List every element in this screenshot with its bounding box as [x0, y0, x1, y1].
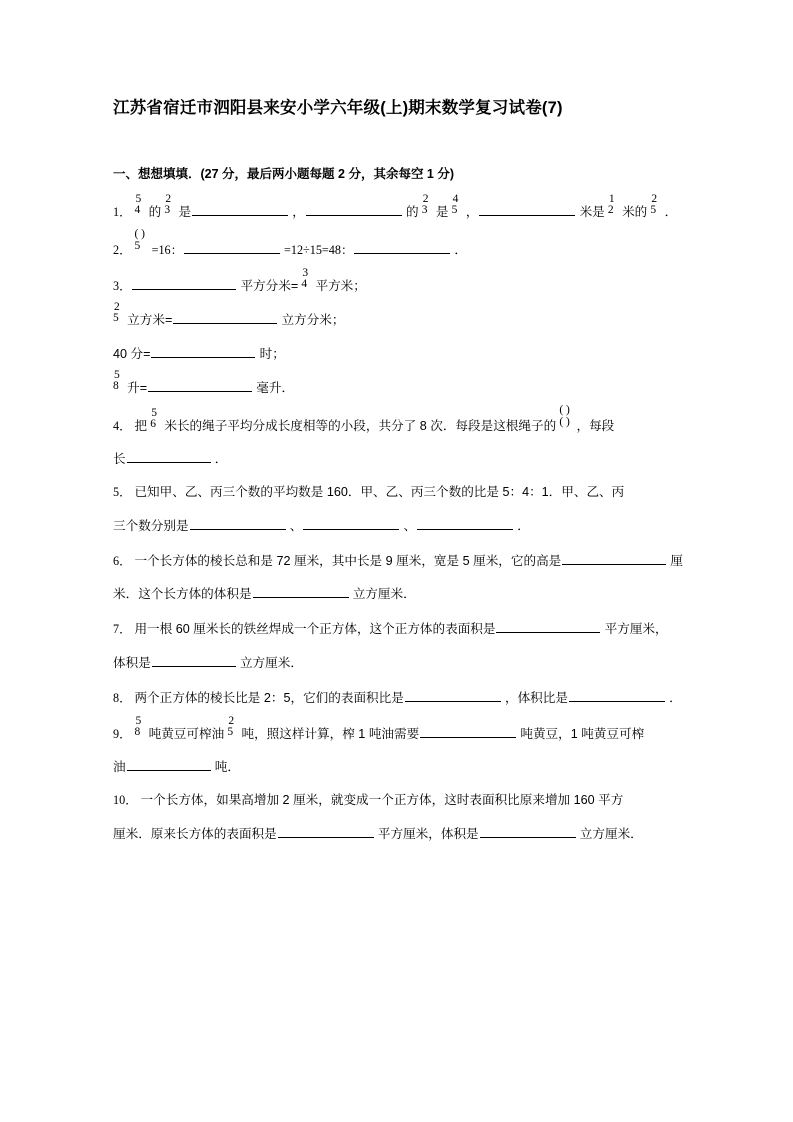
fraction-2-3: 2 3 — [421, 192, 429, 216]
answer-blank[interactable] — [479, 204, 575, 216]
answer-blank[interactable] — [148, 380, 252, 392]
answer-blank[interactable] — [354, 242, 450, 254]
text-run: ． — [664, 204, 678, 219]
text-run: =12÷15=48： — [284, 242, 354, 257]
text-run: 吨黄豆可榨油 — [148, 726, 225, 741]
text-run: ，体积比是 — [504, 690, 568, 705]
question-9 — [113, 714, 680, 775]
fraction-2-5: 2 5 — [227, 714, 235, 738]
question-number: 10． — [113, 793, 138, 808]
text-run: 吨． — [214, 760, 240, 775]
text-run: ， — [465, 204, 479, 219]
fraction-3-4: 3 4 — [301, 267, 309, 291]
question-5 — [113, 486, 680, 532]
text-run: 立方分米； — [281, 313, 345, 328]
question-8 — [113, 690, 680, 705]
text-run: 一个长方体的棱长总和是 72 厘米，其中长是 9 厘米，宽是 5 厘米，它的高是 — [134, 553, 562, 568]
question-number: 4． — [113, 419, 132, 433]
text-run: 三个数分别是 — [113, 518, 189, 533]
answer-blank[interactable] — [278, 826, 374, 838]
text-run: 毫升． — [256, 380, 295, 395]
answer-blank[interactable] — [184, 242, 280, 254]
answer-blank[interactable] — [306, 204, 402, 216]
answer-blank[interactable] — [303, 518, 399, 530]
question-4 — [113, 404, 680, 467]
answer-blank[interactable] — [569, 690, 665, 702]
text-run: 已知甲、乙、丙三个数的平均数是 160．甲、乙、丙三个数的比是 5：4：1．甲、乙、丙 — [134, 485, 625, 500]
text-run: 、 — [403, 518, 417, 533]
question-2-line-1 — [113, 227, 680, 257]
question-6-line-1 — [113, 553, 684, 568]
question-8-line-1 — [113, 690, 680, 705]
question-5-line-1 — [113, 486, 680, 499]
question-10-line-1 — [113, 794, 680, 807]
question-7-line-1 — [113, 621, 680, 636]
question-3-line-1 — [113, 267, 680, 294]
question-1-line-1 — [113, 192, 680, 219]
text-run: 是 — [178, 204, 192, 219]
question-7 — [113, 621, 680, 669]
text-run: 40 分= — [113, 346, 151, 361]
fraction-5-4: 5 4 — [134, 192, 142, 216]
text-run: 的 — [406, 204, 419, 219]
answer-blank[interactable] — [152, 655, 236, 667]
answer-blank[interactable] — [253, 586, 349, 598]
text-run: 平方厘米， — [604, 622, 668, 637]
text-run: 一个长方体，如果高增加 2 厘米，就变成一个正方体，这时表面积比原来增加 160 平方 — [140, 793, 624, 808]
page-title: 江苏省宿迁市泗阳县来安小学六年级(上)期末数学复习试卷(7) — [113, 99, 563, 117]
text-run: 米长的绳子平均分成长度相等的小段，共分了 8 次．每段是这根绳子的 — [164, 419, 557, 433]
fraction-blank-over-5: ( ) 5 — [134, 227, 145, 252]
question-2 — [113, 227, 680, 257]
text-run: ． — [454, 242, 467, 257]
text-run: 立方厘米． — [579, 826, 643, 841]
fraction-blank-over-blank: ( ) ( ) — [559, 404, 570, 428]
answer-blank[interactable] — [496, 621, 600, 633]
text-run: 把 — [134, 419, 148, 433]
question-1 — [113, 192, 680, 219]
question-number: 3． — [113, 279, 132, 294]
text-run: 平方厘米，体积是 — [377, 826, 479, 841]
answer-blank[interactable] — [151, 346, 255, 358]
question-9-line-2 — [113, 759, 680, 774]
text-run: 的 — [148, 204, 162, 219]
text-run: 立方厘米． — [352, 587, 416, 602]
text-run: 体积是 — [113, 655, 151, 670]
text-run: 吨黄豆，1 吨黄豆可榨 — [520, 726, 645, 741]
question-10 — [113, 794, 680, 840]
question-number: 5． — [113, 485, 132, 500]
text-run: 时； — [259, 346, 285, 361]
question-9-line-1 — [113, 714, 680, 741]
text-run: 是 — [435, 204, 449, 219]
question-4-line-2 — [113, 451, 680, 466]
question-6 — [113, 553, 684, 602]
question-3-line-3 — [113, 346, 680, 361]
question-6-line-2 — [113, 586, 680, 601]
text-run: 立方米= — [127, 313, 173, 328]
question-number: 9． — [113, 726, 132, 741]
fraction-5-8: 5 8 — [113, 368, 120, 392]
question-7-line-2 — [113, 655, 680, 670]
question-number: 6． — [113, 553, 132, 568]
text-run: ． — [214, 452, 228, 467]
text-run: 米的 — [622, 204, 648, 219]
fraction-5-8: 5 8 — [134, 714, 142, 738]
question-3-line-2 — [113, 301, 680, 328]
answer-blank[interactable] — [480, 826, 576, 838]
answer-blank[interactable] — [132, 278, 236, 290]
question-3 — [113, 267, 680, 395]
fraction-4-5: 4 5 — [451, 192, 459, 216]
answer-blank[interactable] — [420, 726, 516, 738]
text-run: 、 — [289, 518, 303, 533]
answer-blank[interactable] — [417, 518, 513, 530]
question-10-line-2 — [113, 826, 680, 841]
text-run: 油 — [113, 760, 126, 775]
text-run: 平方米； — [315, 279, 366, 294]
fraction-5-6: 5 6 — [150, 407, 157, 430]
fraction-2-5: 2 5 — [113, 301, 120, 325]
text-run: 厘米．原来长方体的表面积是 — [113, 826, 277, 841]
text-run: 立方厘米． — [239, 655, 303, 670]
question-number: 2． — [113, 242, 132, 257]
question-5-line-2 — [113, 518, 680, 533]
text-run: ． — [669, 690, 682, 705]
text-run: =16： — [151, 242, 183, 257]
answer-blank[interactable] — [192, 204, 288, 216]
fraction-2-5: 2 5 — [650, 192, 658, 216]
text-run: 吨，照这样计算，榨 1 吨油需要 — [241, 726, 420, 741]
text-run: 平方分米= — [240, 279, 299, 294]
answer-blank[interactable] — [190, 518, 286, 530]
fraction-1-2: 1 2 — [607, 192, 615, 216]
answer-blank[interactable] — [405, 690, 501, 702]
text-run: 用一根 60 厘米长的铁丝焊成一个正方体，这个正方体的表面积是 — [134, 622, 496, 637]
fraction-2-3: 2 3 — [164, 192, 172, 216]
section-heading-fill-in-blanks: 一、想想填填．(27 分，最后两小题每题 2 分，其余每空 1 分) — [113, 167, 454, 182]
text-run: 升= — [127, 380, 148, 395]
question-number: 8． — [113, 690, 132, 705]
text-run: 厘 — [670, 553, 684, 568]
text-run: 米是 — [579, 204, 605, 219]
text-run: ． — [517, 518, 530, 533]
answer-blank[interactable] — [127, 759, 211, 771]
answer-blank[interactable] — [562, 553, 666, 565]
question-4-line-1 — [113, 404, 680, 433]
text-run: ，每段 — [576, 419, 615, 433]
text-run: 米．这个长方体的体积是 — [113, 587, 252, 602]
answer-blank[interactable] — [127, 451, 211, 463]
text-run: 长 — [113, 452, 126, 467]
answer-blank[interactable] — [173, 312, 277, 324]
question-number: 7． — [113, 622, 132, 637]
question-list — [113, 192, 684, 841]
question-3-line-4 — [113, 368, 680, 395]
text-run: 两个正方体的棱长比是 2：5，它们的表面积比是 — [134, 690, 404, 705]
text-run: ， — [292, 204, 305, 219]
question-number: 1． — [113, 204, 132, 219]
